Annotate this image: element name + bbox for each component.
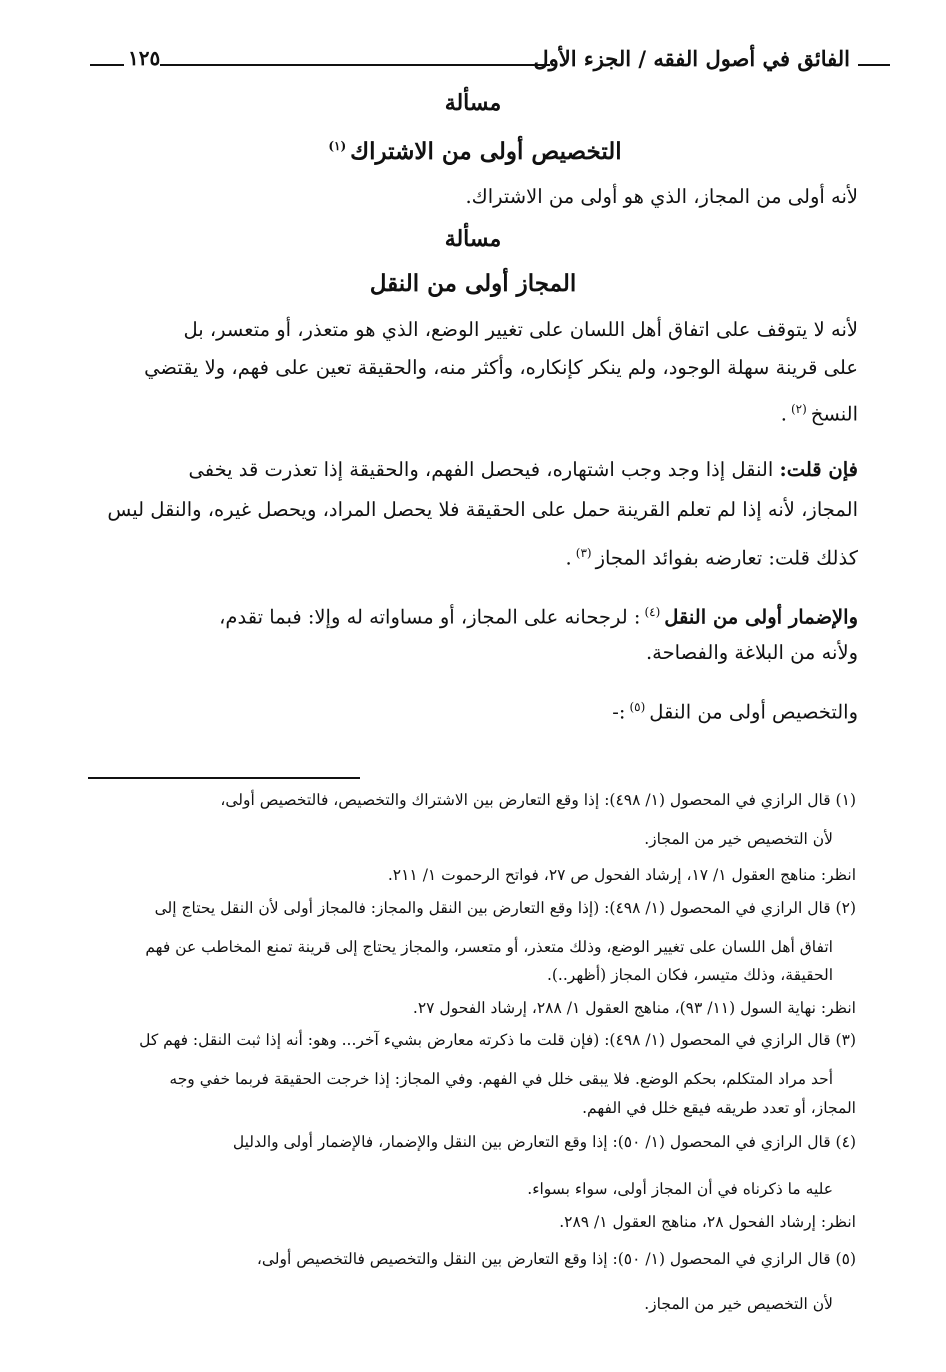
- section-2-subheading: المجاز أولى من النقل: [369, 270, 577, 297]
- footnote-separator: [88, 777, 360, 779]
- footnote-3-line: أحد مراد المتكلم، بحكم الوضع. فلا يبقى خلل في الفهم. وفي المجاز: إذا خرجت الحقيقة فربما خفي وجه: [169, 1070, 833, 1088]
- footnote-2-line: اتفاق أهل اللسان على تغيير الوضع، وذلك متعذر، أو متعسر، والمجاز يحتاج إلى قرينة تمنع المخاطب عن فهم: [145, 938, 833, 956]
- section-1-subheading: [0, 138, 946, 165]
- header-rule-left: [90, 64, 124, 66]
- objection-line-2: المجاز، لأنه إذا لم تعلم القرينة حمل على الحقيقة فلا يحصل المراد، ويحصل غيره، والنقل ليس: [107, 498, 858, 521]
- footnote-ref-5[interactable]: (٥): [629, 700, 646, 714]
- footnote-2-line: الحقيقة، وذلك متيسر، فكان المجاز (أظهر..).: [546, 966, 833, 984]
- section-1-heading: مسألة: [444, 90, 502, 116]
- period: .: [565, 546, 572, 570]
- footnote-1-line: (١) قال الرازي في المحصول (١/ ٤٩٨): إذا وقع التعارض بين الاشتراك والتخصيص، فالتخصيص أولى،: [220, 791, 856, 809]
- objection-lead: فإن قلت:: [779, 458, 858, 481]
- paragraph-line: على قرينة سهلة الوجود، ولم ينكر كإنكاره، وأكثر منه، والحقيقة تعين على فهم، ولا يقتضي: [144, 356, 858, 379]
- footnote-1-line: لأن التخصيص خير من المجاز.: [644, 830, 833, 848]
- objection-line-1: [88, 451, 858, 489]
- takhsis-text: والتخصيص أولى من النقل: [649, 700, 858, 724]
- footnote-4-line: (٤) قال الرازي في المحصول (١/ ٥٠): إذا وقع التعارض بين النقل والإضمار، فالإضمار أولى والدليل: [232, 1133, 856, 1151]
- section-1-subheading-text: التخصيص أولى من الاشتراك: [350, 138, 622, 165]
- paragraph-line: [88, 390, 858, 434]
- footnote-2-line: انظر: نهاية السول (١١/ ٩٣)، مناهج العقول ١/ ٢٨٨، إرشاد الفحول ٢٧.: [412, 999, 856, 1017]
- section-2-heading: مسألة: [444, 226, 502, 252]
- objection-text: النقل إذا وجد وجب اشتهاره، فيحصل الفهم، والحقيقة إذا تعذرت قد يخفى: [188, 458, 774, 481]
- footnote-5-line: لأن التخصيص خير من المجاز.: [644, 1295, 833, 1313]
- footnote-1-line: انظر: مناهج العقول ١/ ١٧، إرشاد الفحول ص ٢٧، فواتح الرحموت ١/ ٢١١.: [387, 866, 856, 884]
- idmar-line-2: ولأنه من البلاغة والفصاحة.: [645, 641, 858, 664]
- idmar-lead: والإضمار أولى من النقل: [664, 605, 858, 629]
- running-header: [90, 44, 850, 84]
- paragraph-line: لأنه لا يتوقف على اتفاق أهل اللسان على تغيير الوضع، الذي هو متعذر، أو متعسر، بل: [183, 318, 858, 341]
- paragraph-text: النسخ: [810, 402, 858, 426]
- takhsis-tail: :-: [612, 700, 626, 724]
- period: .: [780, 402, 787, 426]
- idmar-text: : لرجحانه على المجاز، أو مساواته له وإلا: فبما تقدم،: [219, 605, 641, 629]
- footnote-ref-3[interactable]: (٣): [575, 546, 592, 560]
- takhsis-line: [88, 688, 858, 732]
- footnote-3-line: المجاز، أو تعدد طريقه فيقع خلل في الفهم.: [582, 1099, 856, 1117]
- footnote-5-line: (٥) قال الرازي في المحصول (١/ ٥٠): إذا وقع التعارض بين النقل والتخصيص فالتخصيص أولى،: [256, 1250, 856, 1268]
- page-number: ١٢٥: [128, 46, 161, 70]
- book-title: الفائق في أصول الفقه / الجزء الأول: [533, 46, 850, 71]
- header-rule-middle: [160, 64, 550, 66]
- footnote-ref-2[interactable]: (٢): [790, 402, 807, 416]
- footnote-ref-4[interactable]: (٤): [644, 605, 661, 619]
- footnote-4-line: عليه ما ذكرناه في أن المجاز أولى، سواء بسواء.: [527, 1180, 833, 1198]
- header-rule-right: [858, 64, 890, 66]
- footnote-4-line: انظر: إرشاد الفحول ٢٨، مناهج العقول ١/ ٢٨٩.: [559, 1213, 856, 1231]
- section-1-body: لأنه أولى من المجاز، الذي هو أولى من الاشتراك.: [465, 185, 858, 208]
- footnote-ref-1[interactable]: (١): [328, 139, 347, 154]
- footnote-3-line: (٣) قال الرازي في المحصول (١/ ٤٩٨): (فإن قلت ما ذكرته معارض بشيء آخر... وهو: أنه إذا ثبت النقل: فهم كل: [139, 1031, 856, 1049]
- objection-text: كذلك قلت: تعارضه بفوائد المجاز: [595, 546, 858, 570]
- footnote-2-line: (٢) قال الرازي في المحصول (١/ ٤٩٨): (إذا وقع التعارض بين النقل والمجاز: فالمجاز أولى لأن النقل يحتاج إلى: [154, 899, 856, 917]
- idmar-line-1: [88, 593, 858, 637]
- objection-line-3: [88, 534, 858, 578]
